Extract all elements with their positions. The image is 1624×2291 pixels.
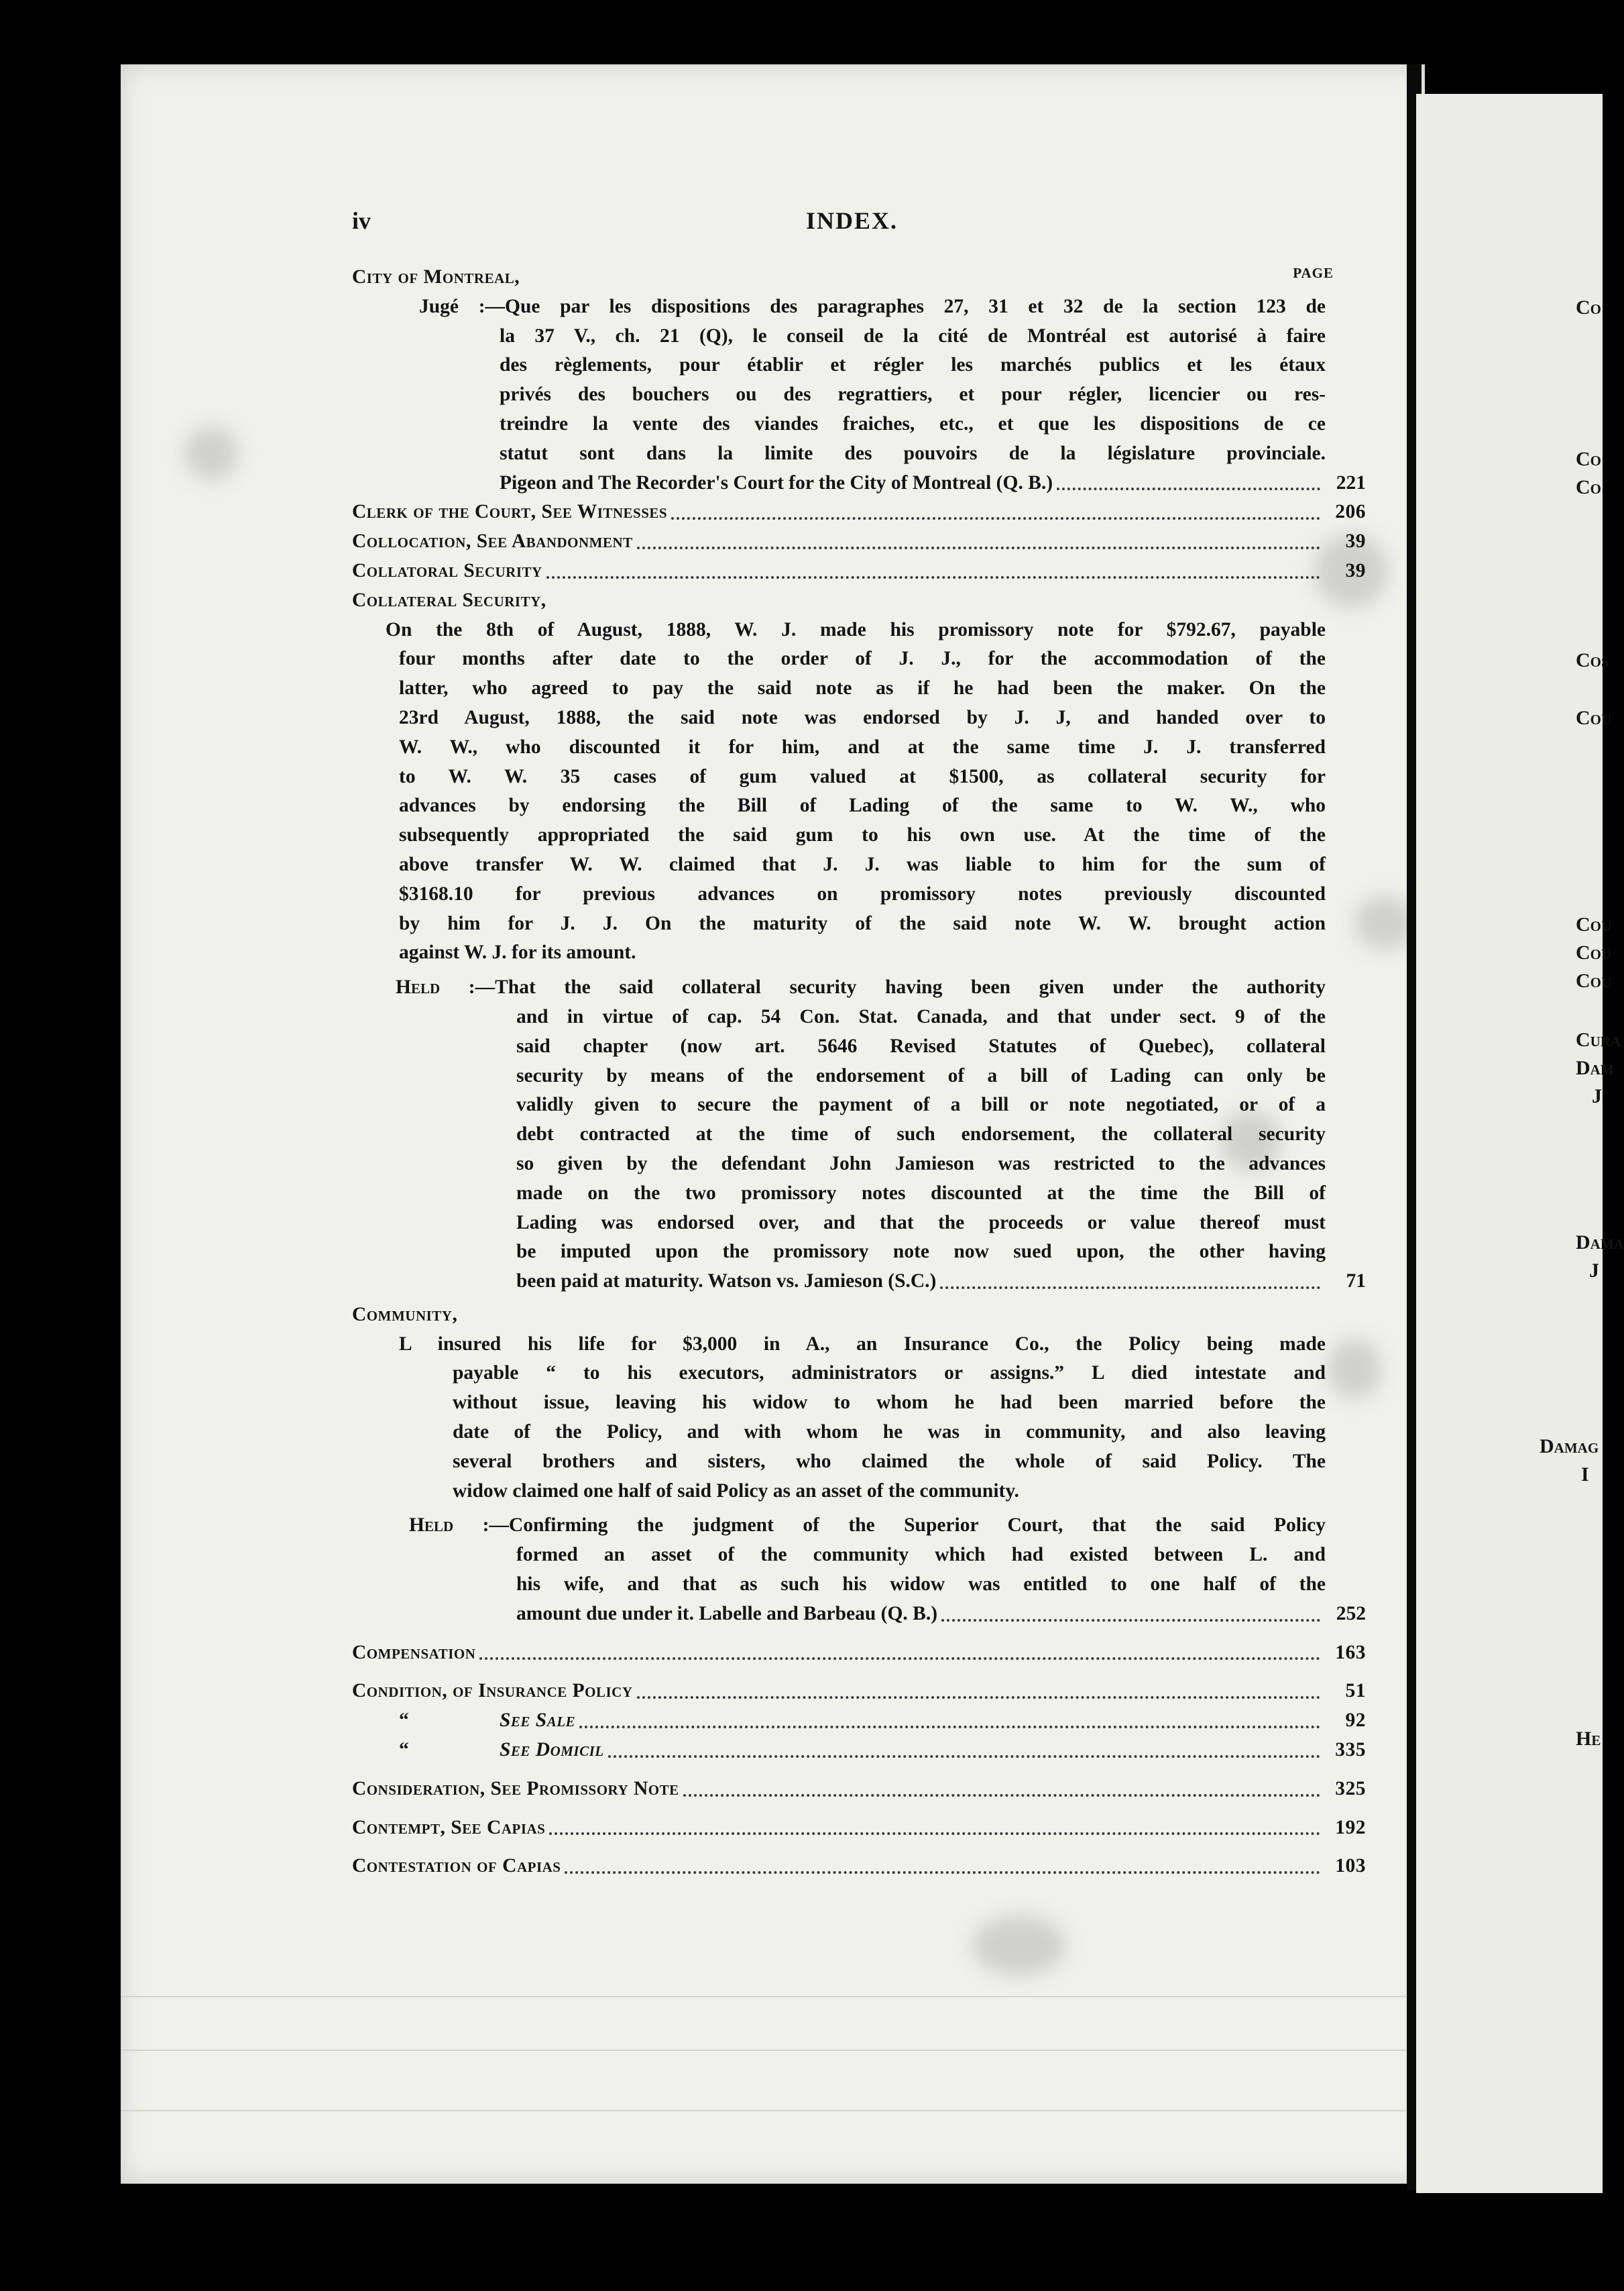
right-page-fragment: Cos xyxy=(1576,649,1609,671)
page-ref: 192 xyxy=(1335,1816,1366,1838)
page-ref: 92 xyxy=(1345,1710,1366,1732)
entry-collatoral-security: Collatoral Security 39 xyxy=(352,557,1326,586)
entry-heading: Community, xyxy=(352,1303,458,1325)
page-ref: 335 xyxy=(1335,1739,1366,1761)
page-ref: 163 xyxy=(1335,1641,1366,1663)
right-page-fragment: I xyxy=(1581,1463,1589,1486)
entry-line: been paid at maturity. Watson vs. Jamieson (S.C.) 71 xyxy=(516,1267,1326,1296)
entry-line: amount due under it. Labelle and Barbeau (Q. B.) 252 xyxy=(516,1600,1326,1629)
right-page-fragment: Cou xyxy=(1576,707,1612,729)
entry-consideration: Consideration, See Promissory Note 325 xyxy=(352,1775,1326,1804)
page-title: INDEX. xyxy=(806,207,898,234)
page-ref: 103 xyxy=(1335,1855,1366,1877)
right-page-fragment: Cou xyxy=(1576,970,1612,992)
page-ref: 221 xyxy=(1336,471,1366,494)
right-page-fragment: Co xyxy=(1576,448,1601,470)
juge-label: Jugé : xyxy=(419,295,485,317)
right-page-fragment: Dama xyxy=(1576,1231,1624,1253)
entry-collocation: Collocation, See Abandonment 39 xyxy=(352,527,1326,557)
page-column-label: PAGE xyxy=(1293,265,1334,281)
right-page-fragment: Dam xyxy=(1576,1057,1614,1079)
entry-community: Community, L insured his life for $3,000 in A., an Insurance Co., the Policy being made payable “ to his executors, administrators or assigns.” L died intestate and without issue, leaving his widow to whom he had been married before the date of the Policy, and with whom he was in community, and also leaving several brothers and sisters, who claimed the whole of said Policy. The widow claimed one half of said Policy as an asset of the community. Held :—Confirming the judgment of the Superior Court, that the said Policy formed an asset of the community which had existed between L. and his wife, and that as such his widow was entitled to one half of the amount due under it. Labelle and Barbeau (Q. B.) 252 xyxy=(352,1300,1326,1629)
page-ref: 71 xyxy=(1346,1270,1366,1292)
page-ref: 39 xyxy=(1345,530,1366,553)
right-page-fragment: Damag xyxy=(1540,1435,1599,1457)
entry-compensation: Compensation 163 xyxy=(352,1638,1326,1668)
right-page xyxy=(1416,94,1603,2193)
right-page-fragment: J xyxy=(1592,1085,1602,1107)
page-number: iv xyxy=(352,207,371,234)
ditto-mark: “ xyxy=(399,1710,410,1732)
entry-contestation-of-capias: Contestation of Capias 103 xyxy=(352,1852,1326,1881)
right-page-fragment: Cou xyxy=(1576,913,1612,936)
page-ref: 252 xyxy=(1336,1602,1366,1624)
right-page-fragment: J xyxy=(1589,1260,1599,1282)
index-content xyxy=(352,263,1366,1881)
right-page-fragment: Co xyxy=(1576,296,1601,319)
right-page-fragment: Co xyxy=(1576,476,1601,498)
entry-clerk-of-the-court: Clerk of the Court, See Witnesses 206 xyxy=(352,498,1326,527)
entry-condition-see-domicil: “ See Domicil 335 xyxy=(352,1736,1326,1765)
entry-contempt: Contempt, See Capias 192 xyxy=(352,1813,1326,1843)
entry-condition: Condition, of Insurance Policy 51 xyxy=(352,1677,1326,1706)
entry-collateral-security: Collateral Security, On the 8th of August, 1888, W. J. made his promissory note for $792.67, payable four months after date to the order of J. J., for the accommodation of the latter, who agreed to pay the said note as if he had been the maker. On the 23rd August, 1888, the said note was endorsed by J. J, and handed over to W. W., who discounted it for him, and at the same time J. J. transferred to W. W. 35 cases of gum valued at $1500, as collateral security for advances by endorsing the Bill of Lading of the same to W. W., who subsequently appropriated the said gum to his own use. At the time of the above transfer W. W. claimed that J. J. was liable to him for the sum of $3168.10 for previous advances on promissory notes previously discounted by him for J. J. On the maturity of the said note W. W. brought action against W. J. for its amount. Held :—That the said collateral security having been given under the authority and in virtue of cap. 54 Con. Stat. Canada, and that under sect. 9 of the said chapter (now art. 5646 Revised Statutes of Quebec), collateral security by means of the endorsement of a bill of Lading can only be validly given to secure the payment of a bill or note negotiated, or of a debt contracted at the time of such endorsement, the collateral security so given by the defendant John Jamieson was restricted to the advances made on the two promissory notes discounted at the time the Bill of Lading was endorsed over, and that the proceeds or value thereof must be imputed upon the promissory note now sued upon, the other having been paid at maturity. Watson vs. Jamieson (S.C.) 71 xyxy=(352,586,1326,1296)
held-label: Held : xyxy=(409,1514,489,1536)
entry-heading: City of Montreal, xyxy=(352,266,520,288)
right-page-fragment: He xyxy=(1576,1728,1601,1750)
ditto-mark: “ xyxy=(399,1739,410,1761)
entry-condition-see-sale: “ See Sale 92 xyxy=(352,1706,1326,1736)
held-label: Held : xyxy=(396,976,475,999)
right-page-fragment: Cou xyxy=(1576,942,1612,964)
right-page-fragment: Cura xyxy=(1576,1029,1621,1051)
page-ref: 325 xyxy=(1335,1777,1366,1799)
page-ref: 39 xyxy=(1345,559,1366,581)
entry-line: Pigeon and The Recorder's Court for the City of Montreal (Q. B.) 221 xyxy=(500,469,1326,498)
entry-city-of-montreal: City of Montreal, Jugé :—Que par les dispositions des paragraphes 27, 31 et 32 de la section 123 de la 37 V., ch. 21 (Q), le conseil de la cité de Montréal est autorisé à faire des règlements, pour établir et régler les marchés publics et les étaux privés des bouchers ou des regrattiers, et pour régler, licencier ou res- treindre la vente des viandes fraiches, etc., et que les dispositions de ce statut sont dans la limite des pouvoirs de la législature provinciale. Pigeon and The Recorder's Court for the City of Montreal (Q. B.) 221 xyxy=(352,263,1326,498)
page-ref: 51 xyxy=(1345,1680,1366,1702)
entry-heading: Collateral Security, xyxy=(352,589,546,611)
page-ref: 206 xyxy=(1335,501,1366,523)
